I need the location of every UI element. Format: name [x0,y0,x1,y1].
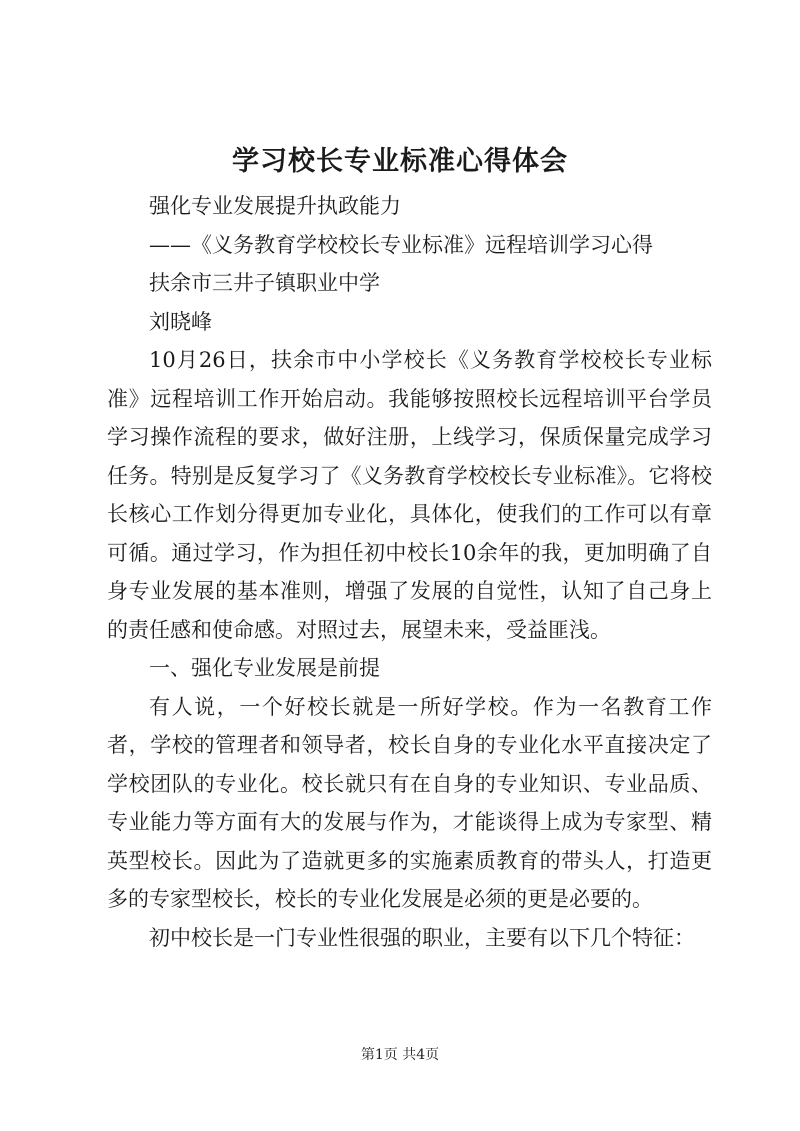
body-paragraph: 10月26日，扶余市中小学校长《义务教育学校校长专业标准》远程培训工作开始启动。我能够按照校长远程培训平台学员学习操作流程的要求，做好注册，上线学习，保质保量完成学习任务。特别是反复学习了《义务教育学校校长专业标准》。它将校长核心工作划分得更加专业化，具体化，使我们的工作可以有章可循。通过学习，作为担任初中校长10余年的我，更加明确了自身专业发展的基本准则，增强了发展的自觉性，认知了自己身上的责任感和使命感。对照过去，展望未来，受益匪浅。 [107,348,712,642]
document-body [107,187,712,957]
body-paragraph: 有人说，一个好校长就是一所好学校。作为一名教育工作者，学校的管理者和领导者，校长自身的专业化水平直接决定了学校团队的专业化。校长就只有在自身的专业知识、专业品质、专业能力等方面有大的发展与作为，才能谈得上成为专家型、精英型校长。因此为了造就更多的实施素质教育的带头人，打造更多的专家型校长，校长的专业化发展是必须的更是必要的。 [107,694,712,911]
author-name: 刘晓峰 [149,309,212,334]
page-footer: 第1页 共4页 [360,1047,440,1063]
document-title: 学习校长专业标准心得体会 [232,146,568,177]
section-heading: 一、强化专业发展是前提 [149,656,380,680]
subtitle: 强化专业发展提升执政能力 [149,194,401,218]
author-school: 扶余市三井子镇职业中学 [149,271,380,295]
body-paragraph: 初中校长是一门专业性很强的职业，主要有以下几个特征： [149,925,695,950]
subtitle-source: ——《义务教育学校校长专业标准》远程培训学习心得 [149,232,653,257]
